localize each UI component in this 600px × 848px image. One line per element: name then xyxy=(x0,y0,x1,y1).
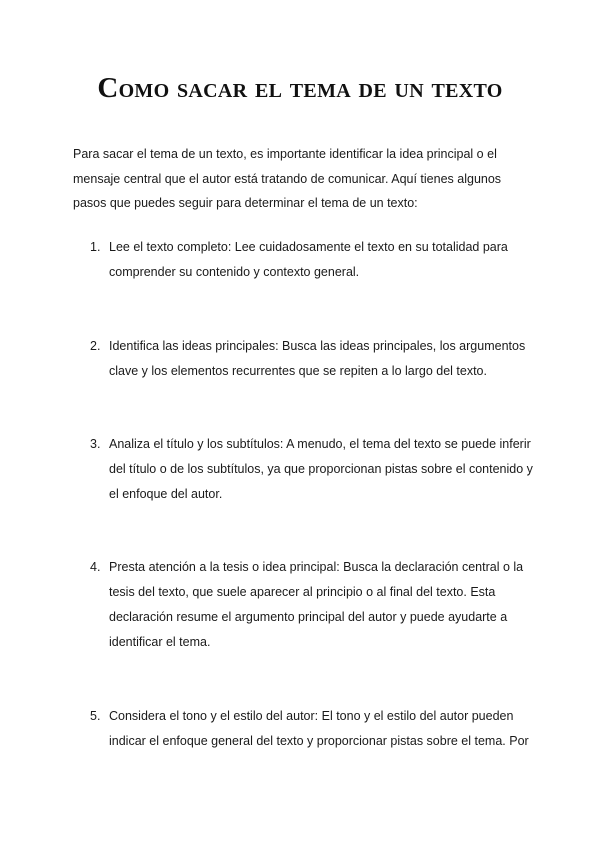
step-text: Identifica las ideas principales: Busca las ideas principales, los argumentos clave y los elementos recurrentes que se repiten a lo largo del texto. xyxy=(109,339,526,378)
intro-paragraph: Para sacar el tema de un texto, es importante identificar la idea principal o el mensaje central que el autor está tratando de comunicar. Aquí tienes algunos pasos que puedes seguir para determinar el tema de un texto: xyxy=(73,147,502,210)
list-item xyxy=(90,432,535,507)
step-text: Lee el texto completo: Lee cuidadosamente el texto en su totalidad para comprender su contenido y contexto general. xyxy=(109,240,508,279)
step-number: 3. xyxy=(90,437,101,451)
step-number: 5. xyxy=(90,709,101,723)
list-item xyxy=(90,555,535,655)
step-text: Analiza el título y los subtítulos: A menudo, el tema del texto se puede inferir del título o de los subtítulos, ya que proporcionan pistas sobre el contenido y el enfoque del autor. xyxy=(109,437,533,501)
step-number: 4. xyxy=(90,560,101,574)
page-title: Como sacar el tema de un texto xyxy=(97,72,503,104)
step-text: Presta atención a la tesis o idea principal: Busca la declaración central o la tesis del texto, que suele aparecer al principio o al final del texto. Esta declaración resume el argumento principal del autor y puede ayudarte a identificar el tema. xyxy=(109,560,524,649)
step-text: Considera el tono y el estilo del autor: El tono y el estilo del autor pueden indicar el enfoque general del texto y proporcionar pistas sobre el tema. Por xyxy=(109,709,529,748)
list-item xyxy=(90,334,535,384)
list-item xyxy=(90,235,535,285)
list-item xyxy=(90,704,535,754)
step-number: 1. xyxy=(90,240,101,254)
step-number: 2. xyxy=(90,339,101,353)
